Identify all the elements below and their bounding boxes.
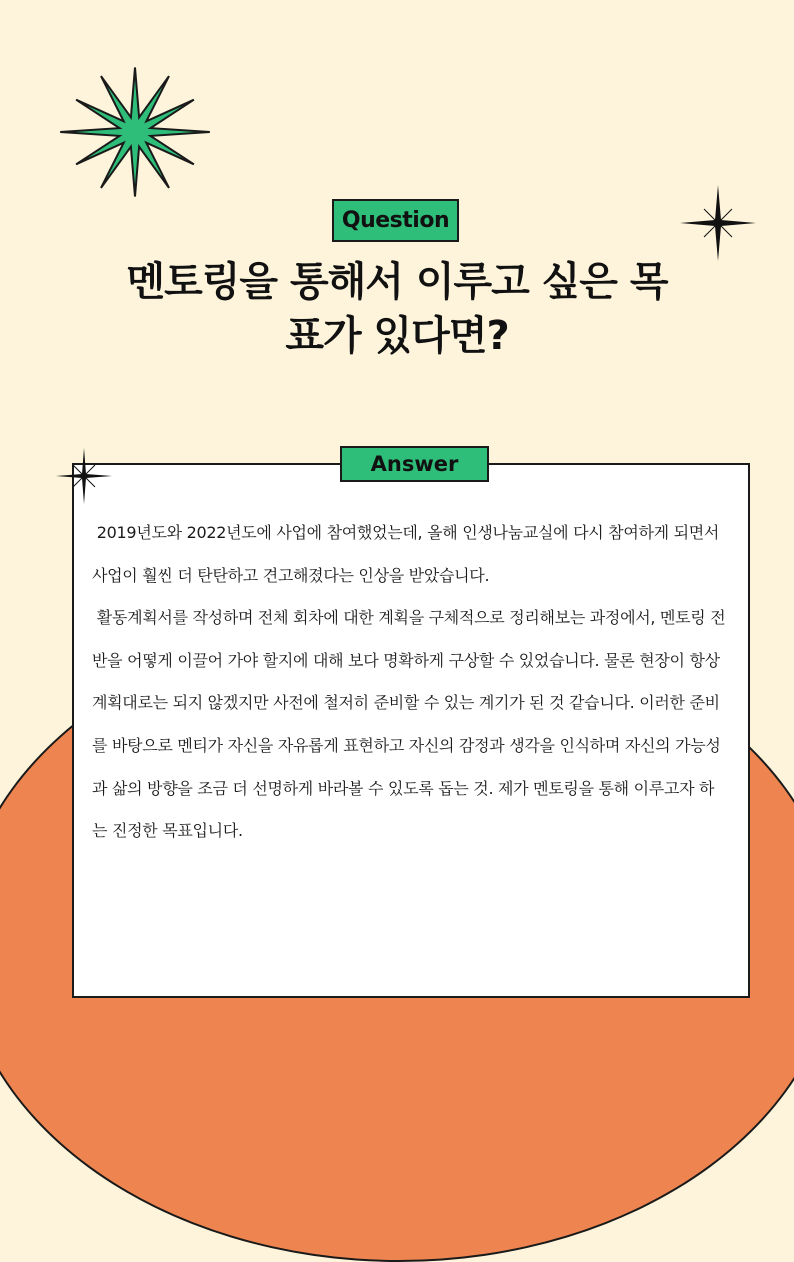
sparkle-icon <box>680 185 756 261</box>
question-title <box>60 255 734 363</box>
answer-badge: Answer <box>340 446 489 482</box>
answer-text <box>92 512 726 853</box>
question-badge: Question <box>332 199 459 242</box>
answer-paragraph-1: 2019년도와 2022년도에 사업에 참여했었는데, 올해 인생나눔교실에 다시 참여하게 되면서 사업이 훨씬 더 탄탄하고 견고해졌다는 인상을 받았습니다. <box>92 523 720 585</box>
question-title-line-2: 표가 있다면? <box>285 313 509 359</box>
question-title-line-1: 멘토링을 통해서 이루고 싶은 목 <box>126 259 668 305</box>
sparkle-small-icon <box>56 448 112 504</box>
green-starburst-icon <box>55 65 215 200</box>
answer-paragraph-2: 활동계획서를 작성하며 전체 회차에 대한 계획을 구체적으로 정리해보는 과정에서, 멘토링 전반을 어떻게 이끌어 가야 할지에 대해 보다 명확하게 구상할 수 있었습니다. 물론 현장이 항상 계획대로는 되지 않겠지만 사전에 철저히 준비할 수 있는 계기가 된 것 같습니다. 이러한 준비를 바탕으로 멘티가 자신을 자유롭게 표현하고 자신의 감정과 생각을 인식하며 자신의 가능성과 삶의 방향을 조금 더 선명하게 바라볼 수 있도록 돕는 것. 제가 멘토링을 통해 이루고자 하는 진정한 목표입니다. <box>92 608 726 841</box>
